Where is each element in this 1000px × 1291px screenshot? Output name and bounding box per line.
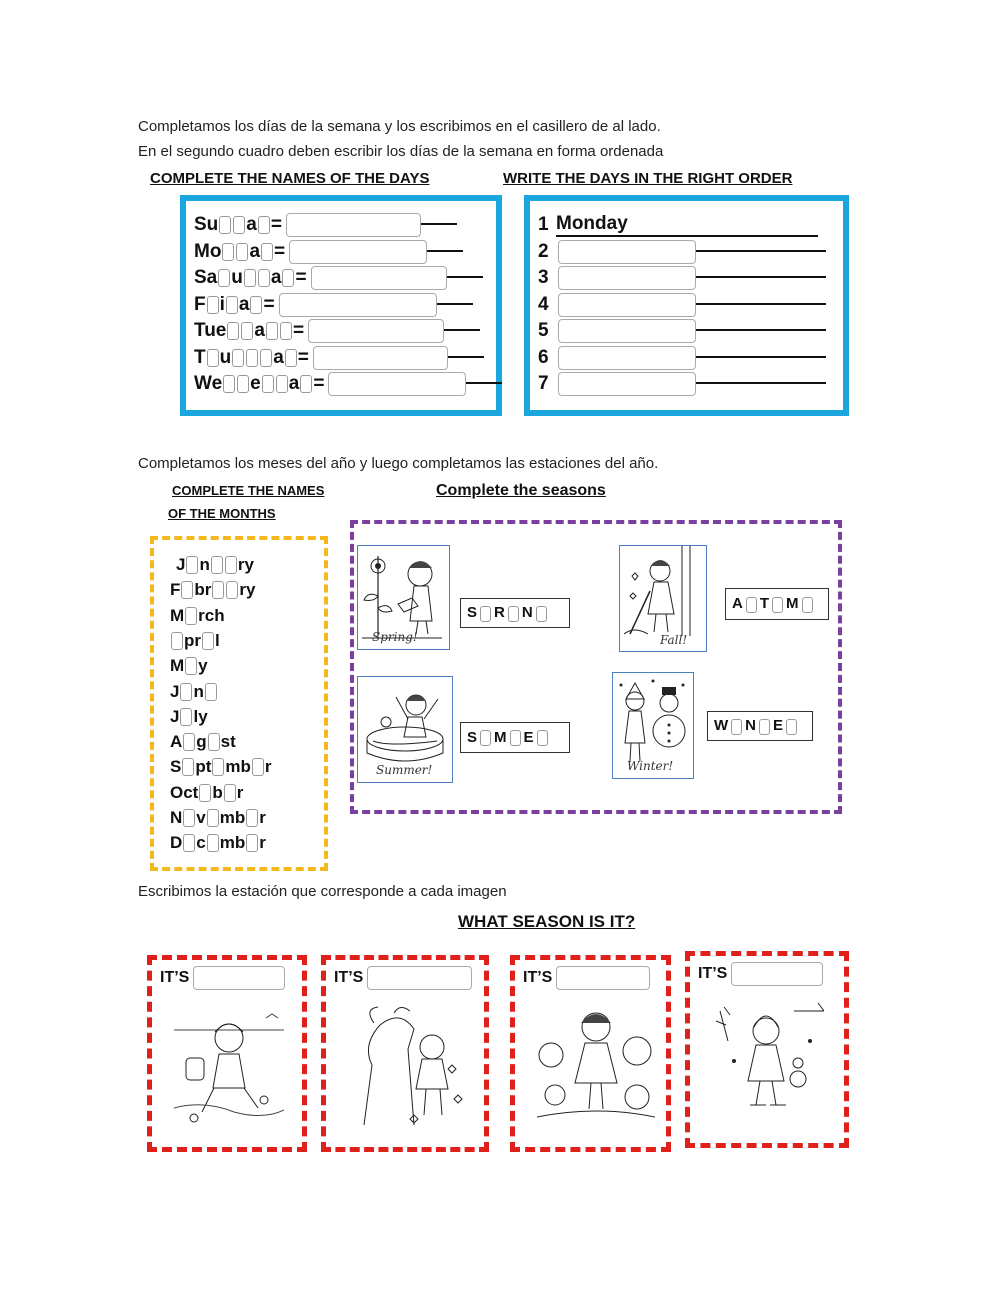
letter-text: pt	[195, 757, 212, 777]
order-answer-text: Monday	[556, 213, 818, 237]
season-answer-spring[interactable]	[460, 598, 570, 628]
letter-text: ry	[237, 555, 254, 574]
letter-text: n	[199, 555, 210, 574]
order-answer-input[interactable]	[558, 266, 696, 290]
letter-text: u	[231, 267, 243, 288]
letter-text: mb	[219, 808, 246, 827]
letter-blank[interactable]	[205, 683, 217, 701]
letter-text: T	[194, 346, 206, 368]
letter-text: M	[170, 656, 185, 676]
letter-text: v	[196, 808, 206, 827]
letter-text: E	[773, 717, 784, 735]
season-answer-summer[interactable]	[460, 722, 570, 753]
season-letters	[467, 604, 550, 621]
card-answer-input[interactable]	[556, 966, 650, 990]
month-row	[170, 731, 236, 753]
answer-line	[696, 382, 826, 384]
letter-blank[interactable]	[260, 349, 272, 367]
letter-text: Su	[194, 214, 219, 235]
card-4-drawing	[714, 1001, 824, 1121]
letter-text: N	[745, 717, 757, 735]
letter-blank[interactable]	[237, 375, 249, 393]
letter-blank[interactable]	[180, 708, 192, 726]
letter-blank[interactable]	[183, 733, 195, 751]
day-answer-input[interactable]	[313, 346, 448, 370]
order-row	[538, 293, 826, 317]
letter-text: =	[295, 267, 307, 288]
letter-blank[interactable]	[186, 556, 198, 574]
letter-blank[interactable]	[223, 375, 235, 393]
letter-blank[interactable]	[212, 581, 224, 599]
letter-text: r	[264, 757, 272, 777]
letter-text: D	[170, 833, 183, 853]
heading-seasons: Complete the seasons	[436, 482, 606, 499]
letter-text: W	[714, 717, 729, 735]
letter-blank[interactable]	[226, 581, 238, 599]
letter-text: rch	[198, 605, 225, 625]
order-row	[538, 266, 826, 290]
card-1-drawing	[174, 1008, 284, 1128]
days-list	[194, 213, 494, 403]
order-row	[538, 213, 818, 237]
letter-text: r	[236, 782, 244, 802]
answer-line	[447, 276, 483, 278]
letter-text: e	[250, 373, 261, 394]
summer-picture	[357, 676, 453, 783]
season-answer-winter[interactable]	[707, 711, 813, 741]
answer-line	[427, 250, 463, 252]
letter-text: F	[194, 293, 206, 315]
day-row	[194, 372, 502, 396]
letter-text: ry	[239, 580, 256, 600]
day-row	[194, 346, 484, 370]
letter-text: S	[467, 604, 478, 622]
months-box	[150, 536, 328, 871]
letter-blank[interactable]	[508, 606, 519, 622]
month-row	[170, 630, 220, 652]
heading-right-order: WRITE THE DAYS IN THE RIGHT ORDER	[503, 170, 793, 187]
order-answer-input[interactable]	[558, 319, 696, 343]
letter-text: g	[196, 732, 207, 752]
order-row	[538, 372, 826, 396]
letter-text: i	[219, 293, 225, 315]
letter-blank[interactable]	[226, 296, 238, 314]
letter-blank[interactable]	[280, 322, 292, 340]
letter-blank[interactable]	[285, 349, 297, 367]
answer-line	[696, 303, 826, 305]
day-row	[194, 266, 483, 290]
month-row	[170, 756, 272, 778]
day-answer-input[interactable]	[328, 372, 466, 396]
letter-blank[interactable]	[746, 597, 757, 613]
letter-blank[interactable]	[183, 834, 195, 852]
its-label: IT’S	[523, 969, 553, 986]
letter-blank[interactable]	[246, 809, 258, 827]
letter-blank[interactable]	[261, 243, 273, 261]
letter-blank[interactable]	[300, 375, 312, 393]
letter-blank[interactable]	[282, 269, 294, 287]
letter-blank[interactable]	[227, 322, 239, 340]
letter-text: u	[219, 346, 232, 368]
letter-blank[interactable]	[232, 349, 244, 367]
season-card-3	[510, 955, 671, 1152]
letter-text: a	[254, 320, 265, 341]
letter-blank[interactable]	[219, 216, 231, 234]
card-2-drawing	[354, 1005, 469, 1130]
letter-text: =	[297, 346, 309, 368]
letter-text: =	[274, 240, 286, 262]
card-answer-row	[334, 966, 472, 990]
order-number: 6	[538, 346, 549, 368]
month-row	[170, 807, 266, 829]
letter-text: =	[313, 373, 325, 394]
letter-text: r	[259, 833, 266, 853]
day-answer-input[interactable]	[311, 266, 447, 290]
letter-blank[interactable]	[236, 243, 248, 261]
letter-blank[interactable]	[225, 556, 237, 574]
letter-text: a	[273, 346, 284, 368]
season-letters	[467, 729, 551, 746]
letter-blank[interactable]	[181, 581, 193, 599]
order-row	[538, 346, 826, 370]
month-row	[170, 579, 255, 601]
letter-blank[interactable]	[218, 269, 230, 287]
letter-text: a	[238, 293, 250, 315]
letter-text: r	[259, 808, 266, 827]
letter-text: a	[270, 267, 282, 288]
letter-text: Tue	[194, 320, 227, 341]
answer-line	[448, 356, 484, 358]
letter-blank[interactable]	[202, 632, 214, 650]
answer-line	[696, 276, 826, 278]
letter-blank[interactable]	[258, 269, 270, 287]
letter-blank[interactable]	[244, 269, 256, 287]
day-row	[194, 293, 473, 317]
letter-text: a	[288, 373, 300, 394]
letter-blank[interactable]	[731, 719, 742, 735]
heading-months-2: OF THE MONTHS	[168, 506, 276, 521]
order-number: 7	[538, 373, 549, 394]
letter-text: M	[786, 595, 799, 613]
letter-text: n	[193, 681, 204, 701]
answer-line	[421, 223, 457, 225]
letter-blank[interactable]	[246, 349, 258, 367]
answer-line	[466, 382, 502, 384]
letter-text: N	[521, 604, 533, 622]
heading-what-season: WHAT SEASON IS IT?	[458, 912, 636, 931]
month-row	[170, 681, 218, 703]
letter-text: y	[198, 656, 208, 676]
letter-text: A	[170, 732, 183, 752]
month-row	[170, 782, 243, 804]
letter-blank[interactable]	[207, 834, 219, 852]
letter-text: N	[170, 808, 183, 827]
day-row	[194, 240, 463, 264]
fall-picture	[619, 545, 707, 652]
its-label: IT’S	[334, 969, 364, 986]
card-answer-input[interactable]	[731, 962, 823, 986]
card-answer-row	[523, 966, 650, 990]
instruction-season: Escribimos la estación que corresponde a cada imagen	[138, 883, 507, 900]
day-answer-input[interactable]	[286, 213, 421, 237]
season-card-2	[321, 955, 489, 1152]
letter-blank[interactable]	[207, 809, 219, 827]
spring-picture	[357, 545, 450, 650]
letter-text: A	[732, 595, 743, 613]
letter-text: F	[170, 580, 181, 600]
months-list	[170, 554, 320, 854]
month-row	[170, 832, 266, 854]
letter-blank[interactable]	[199, 784, 211, 802]
fall-picture-label: Fall!	[660, 633, 688, 647]
answer-line	[696, 356, 826, 358]
letter-text: =	[270, 214, 282, 235]
card-answer-row	[698, 962, 823, 986]
letter-text: br	[194, 580, 212, 600]
order-number: 2	[538, 240, 549, 262]
letter-text: =	[263, 293, 275, 315]
letter-blank[interactable]	[208, 733, 220, 751]
letter-text: S	[170, 757, 182, 777]
letter-text: J	[170, 681, 180, 701]
order-answer-input[interactable]	[558, 346, 696, 370]
season-letters	[714, 717, 800, 734]
order-answer-input[interactable]	[558, 293, 696, 317]
letter-blank[interactable]	[224, 784, 236, 802]
days-box	[180, 195, 502, 416]
letter-text: st	[220, 732, 236, 752]
winter-picture-label: Winter!	[627, 759, 674, 773]
letter-text: b	[212, 782, 223, 802]
letter-blank[interactable]	[266, 322, 278, 340]
letter-blank[interactable]	[185, 607, 197, 625]
month-row	[170, 706, 208, 728]
letter-blank[interactable]	[480, 606, 491, 622]
order-box	[524, 195, 849, 416]
letter-blank[interactable]	[211, 556, 223, 574]
letter-text: M	[494, 728, 507, 746]
letter-blank[interactable]	[510, 730, 521, 746]
letter-text: J	[176, 555, 186, 574]
answer-line	[437, 303, 473, 305]
letter-text: a	[246, 214, 257, 235]
letter-blank[interactable]	[241, 322, 253, 340]
its-label: IT’S	[698, 965, 728, 982]
letter-text: Sa	[194, 267, 218, 288]
letter-text: pr	[184, 630, 201, 650]
letter-blank[interactable]	[772, 597, 783, 613]
card-3-drawing	[537, 1005, 655, 1130]
letter-text: Mo	[194, 240, 222, 262]
letter-text: We	[194, 373, 223, 394]
instruction-order: En el segundo cuadro deben escribir los días de la semana en forma ordenada	[138, 143, 664, 160]
letter-text: ly	[193, 706, 208, 726]
letter-blank[interactable]	[183, 809, 195, 827]
letter-blank[interactable]	[171, 632, 183, 650]
instruction-months: Completamos los meses del año y luego completamos las estaciones del año.	[138, 455, 659, 472]
season-card-4	[685, 951, 849, 1148]
order-answer-input[interactable]	[558, 240, 696, 264]
letter-blank[interactable]	[180, 683, 192, 701]
its-label: IT’S	[160, 969, 190, 986]
month-row	[176, 554, 254, 576]
letter-text: mb	[219, 833, 246, 853]
letter-text: =	[292, 320, 305, 341]
letter-blank[interactable]	[182, 758, 194, 776]
letter-text: a	[249, 240, 261, 262]
answer-line	[696, 329, 826, 331]
order-number: 1	[538, 214, 549, 235]
letter-text: J	[170, 706, 180, 726]
card-answer-input[interactable]	[367, 966, 472, 990]
day-row	[194, 213, 457, 237]
letter-text: E	[523, 728, 534, 746]
letter-blank[interactable]	[276, 375, 288, 393]
letter-blank[interactable]	[212, 758, 224, 776]
letter-blank[interactable]	[759, 719, 770, 735]
letter-blank[interactable]	[250, 296, 262, 314]
letter-blank[interactable]	[252, 758, 264, 776]
order-row	[538, 240, 826, 264]
letter-text: M	[170, 605, 185, 625]
answer-line	[444, 329, 480, 331]
letter-text: c	[196, 833, 206, 853]
letter-blank[interactable]	[246, 834, 258, 852]
letter-blank[interactable]	[233, 216, 245, 234]
day-answer-input[interactable]	[289, 240, 427, 264]
letter-blank[interactable]	[537, 730, 548, 746]
heading-complete-days: COMPLETE THE NAMES OF THE DAYS	[150, 170, 430, 187]
letter-blank[interactable]	[207, 296, 219, 314]
order-number: 3	[538, 267, 549, 288]
letter-text: l	[215, 630, 220, 650]
order-list	[538, 213, 838, 403]
letter-text: T	[759, 595, 770, 613]
heading-months-1: COMPLETE THE NAMES	[172, 483, 325, 498]
letter-text: Oct	[170, 782, 199, 802]
letter-blank[interactable]	[207, 349, 219, 367]
season-letters	[732, 595, 816, 612]
instruction-days: Completamos los días de la semana y los escribimos en el casillero de al lado.	[138, 118, 661, 135]
month-row	[170, 655, 208, 677]
letter-blank[interactable]	[258, 216, 270, 234]
season-card-1	[147, 955, 307, 1152]
card-answer-input[interactable]	[193, 966, 285, 990]
spring-picture-label: Spring!	[372, 630, 418, 644]
month-row	[170, 605, 225, 627]
answer-line	[696, 250, 826, 252]
order-number: 5	[538, 320, 549, 341]
day-row	[194, 319, 480, 343]
order-row	[538, 319, 826, 343]
letter-text: S	[467, 728, 478, 746]
letter-blank[interactable]	[536, 606, 547, 622]
letter-blank[interactable]	[185, 657, 197, 675]
winter-picture	[612, 672, 694, 779]
order-number: 4	[538, 293, 549, 315]
day-answer-input[interactable]	[279, 293, 437, 317]
letter-blank[interactable]	[262, 375, 274, 393]
letter-blank[interactable]	[802, 597, 813, 613]
day-answer-input[interactable]	[308, 319, 444, 343]
season-answer-fall[interactable]	[725, 588, 829, 620]
card-answer-row	[160, 966, 285, 990]
letter-text: mb	[225, 757, 251, 777]
letter-blank[interactable]	[480, 730, 491, 746]
order-answer-input[interactable]	[558, 372, 696, 396]
letter-text: R	[494, 604, 505, 622]
letter-blank[interactable]	[786, 719, 797, 735]
summer-picture-label: Summer!	[376, 763, 433, 777]
letter-blank[interactable]	[222, 243, 234, 261]
